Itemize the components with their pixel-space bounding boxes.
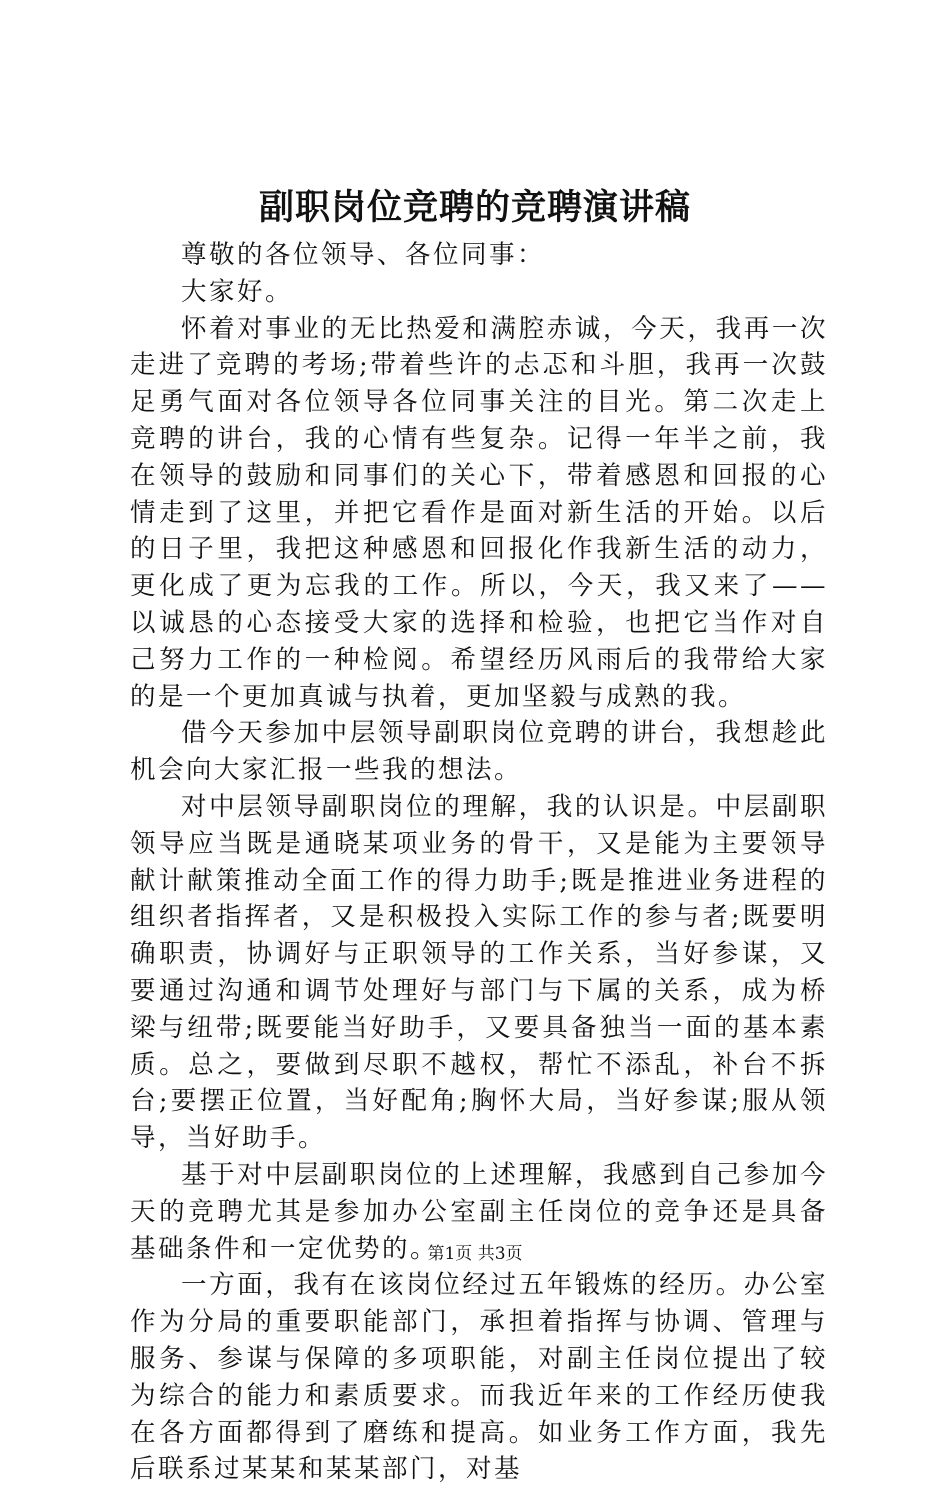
body-paragraph: 一方面，我有在该岗位经过五年锻炼的经历。办公室作为分局的重要职能部门，承担着指挥与协调、管理与服务、参谋与保障的多项职能，对副主任岗位提出了较为综合的能力和素质要求。而我近年来的工作经历使我在各方面都得到了磨练和提高。如业务工作方面，我先后联系过某某和某某部门，对基 (130, 1270, 828, 1485)
greeting: 大家好。 (181, 276, 294, 307)
salutation: 尊敬的各位领导、各位同事： (181, 240, 546, 270)
page-footer: 第1页 共3页 (427, 1244, 523, 1264)
body-paragraph: 基于对中层副职岗位的上述理解，我感到自己参加今天的竞聘尤其是参加办公室副主任岗位的竞争还是具备基础条件和一定优势的。 (130, 1159, 828, 1264)
body-paragraph: 借今天参加中层领导副职岗位竞聘的讲台，我想趁此机会向大家汇报一些我的想法。 (130, 718, 828, 786)
body-paragraph: 对中层领导副职岗位的理解，我的认识是。中层副职领导应当既是通晓某项业务的骨干，又是能为主要领导献计献策推动全面工作的得力助手;既是推进业务进程的组织者指挥者，又是积极投入实际工作的参与者;既要明确职责，协调好与正职领导的工作关系，当好参谋，又要通过沟通和调节处理好与部门与下属的关系，成为桥梁与纽带;既要能当好助手，又要具备独当一面的基本素质。总之，要做到尽职不越权，帮忙不添乱，补台不拆台;要摆正位置，当好配角;胸怀大局，当好参谋;服从领导，当好助手。 (130, 791, 828, 1154)
document-title: 副职岗位竞聘的竞聘演讲稿 (258, 187, 691, 228)
document-body (130, 237, 828, 1488)
body-paragraph: 怀着对事业的无比热爱和满腔赤诚，今天，我再一次走进了竞聘的考场;带着些许的忐忑和斗胆，我再一次鼓足勇气面对各位领导各位同事关注的目光。第二次走上竞聘的讲台，我的心情有些复杂。记得一年半之前，我在领导的鼓励和同事们的关心下，带着感恩和回报的心情走到了这里，并把它看作是面对新生活的开始。以后的日子里，我把这种感恩和回报化作我新生活的动力，更化成了更为忘我的工作。所以，今天，我又来了——以诚恳的心态接受大家的选择和检验，也把它当作对自己努力工作的一种检阅。希望经历风雨后的我带给大家的是一个更加真诚与执着，更加坚毅与成熟的我。 (130, 313, 828, 712)
